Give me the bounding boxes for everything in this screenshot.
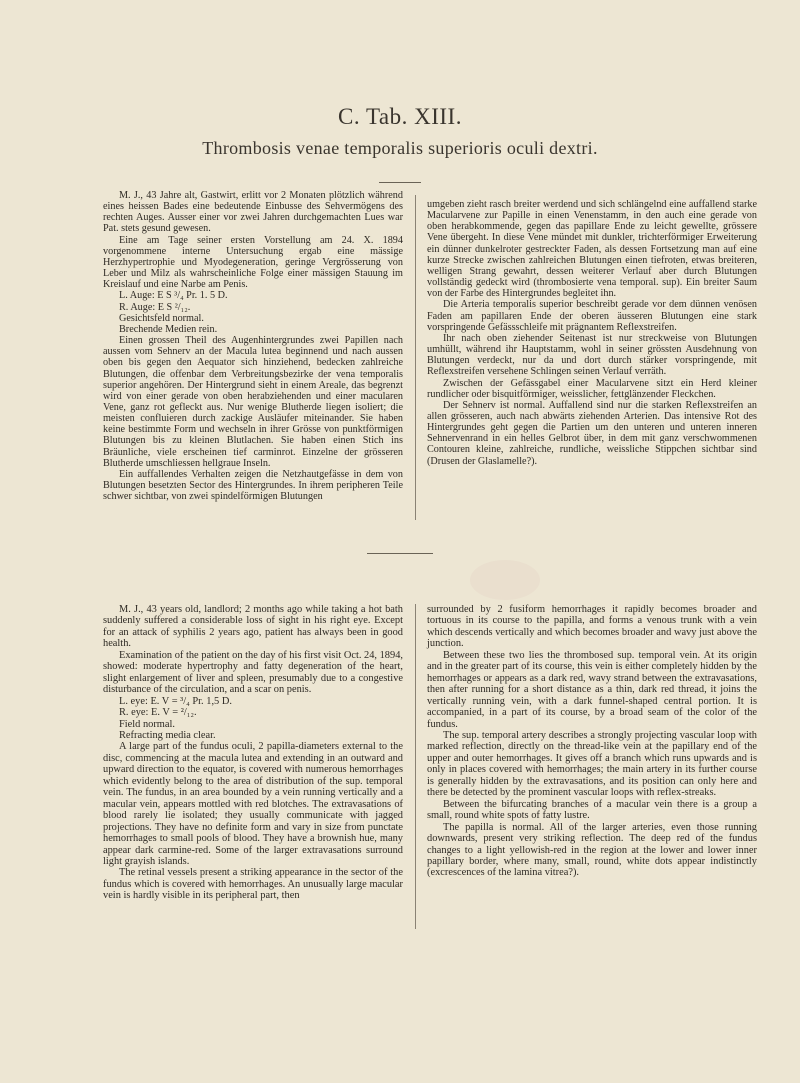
paragraph: Gesichtsfeld normal.	[119, 312, 204, 324]
paragraph: L. eye: E. V = ³/₄ Pr. 1,5 D.	[119, 695, 232, 707]
paragraph: R. Auge: E S ²/₁₂.	[119, 301, 191, 313]
paragraph: Einen grossen Theil des Augenhintergrundes zwei Papillen nach aussen vom Sehnerv an der Macula lutea beginnend und nach aussen oben bis gegen den Aequator sich hinziehend, bedecken zahlreiche Blutungen, die offenbar dem Verbreitungsbezirke der vena temporalis superior angehören. Der Hintergrund sieht in einem Areale, das begrenzt wird von einer gerade von oben herabziehenden und einer macularen Vene, ganz rot gefleckt aus. Nur wenige Blutherde liegen isoliert; die meisten confluieren durch zackige Ausläufer miteinander. Sie haben keine bestimmte Form und wechseln in ihrer Grösse von punktförmigen Blutungen bis zu kleinen Blutlachen. Sie haben einen Stich ins Bräunliche, viele erscheinen tief carminrot. Einzelne der grösseren Blutherde umschliessen hellgraue Inseln.	[103, 335, 403, 469]
paragraph: The papilla is normal. All of the larger arteries, even those running downwards, present very striking reflection. The deep red of the fundus changes to a light yellowish-red in the region at the lower and lower inner papillary border, where many, small, round, white dots appear indistinctly (excrescences of the lamina vitrea?).	[427, 821, 757, 879]
german-text-left-column	[103, 190, 403, 502]
paragraph: Ein auffallendes Verhalten zeigen die Netzhautgefässe in dem von Blutungen besetzten Sector des Hintergrundes. In ihrem peripheren Teile schwer sichtbar, von zwei spindelförmigen Blutungen	[103, 468, 403, 503]
title-rule	[379, 182, 421, 183]
paper-stain	[470, 560, 540, 600]
column-divider-german	[415, 195, 416, 520]
paragraph: The sup. temporal artery describes a strongly projecting vascular loop with marked reflection, directly on the thread-like vein at the papillary end of the upper and outer hemorrhages. It gives off a branch which runs upwards and is only in places covered with hemorrhages; the main artery in its further course is generally hidden by the extravasations, and its position can only here and there be detected by the prominent vascular loops with reflex-streaks.	[427, 729, 757, 799]
paragraph: Examination of the patient on the day of his first visit Oct. 24, 1894, showed: moderate hypertrophy and fatty degeneration of the heart, slight enlargement of liver and spleen, presumably due to a congestive disturbance of the circulation, and a scar on penis.	[103, 649, 403, 696]
paragraph: Die Arteria temporalis superior beschreibt gerade vor dem dünnen venösen Faden am papillaren Ende der oberen äusseren Blutungen eine stark vorspringende Gefässschleife mit prägnantem Reflexstreifen.	[427, 299, 757, 333]
paragraph: L. Auge: E S ³/₄ Pr. 1. 5 D.	[119, 290, 228, 302]
paragraph: Field normal.	[119, 718, 175, 730]
english-text-right-column	[427, 604, 757, 879]
section-divider-rule	[367, 553, 433, 554]
paragraph: R. eye: E. V = ²/₁₂.	[119, 707, 197, 719]
paragraph: Eine am Tage seiner ersten Vorstellung am 24. X. 1894 vorgenommene interne Untersuchung ergab eine mässige Herzhypertrophie und Myodegeneration, geringe Vergrösserung von Leber und Milz als wahrscheinliche Folge einer mässigen Stauung im Kreislauf und eine Narbe am Penis.	[103, 234, 403, 291]
german-text-right-column	[427, 199, 757, 467]
paragraph: Der Sehnerv ist normal. Auffallend sind nur die starken Reflexstreifen an allen grösseren, auch nach abwärts ziehenden Arterien. Das intensive Rot des Hintergrundes geht gegen die Partien um den unteren und unteren inneren Sehnervenrand in ein helles Gelbrot über, in dem mit ganz verschwommenen Contouren kleine, zahlreiche, rundliche, weissliche Stippchen sichtbar sind (Drusen der Glaslamelle?).	[427, 399, 757, 467]
paragraph: Ihr nach oben ziehender Seitenast ist nur streckweise von Blutungen umhüllt, während ihr Hauptstamm, wohl in seiner grössten Ausdehnung von Blutungen verdeckt, nur da und dort durch stärker vorspringende, mit Reflexstreifen versehene Schlingen seinen Verlauf verräth.	[427, 332, 757, 378]
paragraph: A large part of the fundus oculi, 2 papilla-diameters external to the disc, commencing at the macula lutea and extending in an outward and upward direction to the equator, is covered with numerous hemorrhages which evidently belong to the area of distribution of the sup. temporal vein. The fundus, in an area bounded by a vein running vertically and a macular vein, appears mottled with red blotches. The extravasations of blood rarely lie isolated; they usually communicate with jagged projections. They have no definite form and vary in size from punctate hemorrhages to small pools of blood. They have a brownish hue, many appear dark carmine-red. Some of the larger extravasations surround light grayish islands.	[103, 741, 403, 867]
plate-subtitle: Thrombosis venae temporalis superioris oculi dextri.	[202, 138, 598, 158]
paragraph: Between these two lies the thrombosed sup. temporal vein. At its origin and in the greater part of its course, this vein is either completely hidden by the hemorrhages or appears as a dark red, wavy strand between the extravasations, then after running for a short distance as a thin, dark red thread, it joins the vertically running vein, with a dark funnel-shaped central portion. It is accompanied, in a part of its course, by a broad seam of the color of the fundus.	[427, 649, 757, 730]
plate-title: C. Tab. XIII.	[338, 104, 462, 129]
english-text-left-column	[103, 604, 403, 902]
paragraph: Refracting media clear.	[119, 729, 216, 741]
paragraph: M. J., 43 years old, landlord; 2 months ago while taking a hot bath suddenly suffered a considerable loss of sight in his right eye. Except for an attack of syphilis 2 years ago, patient has always been in good health.	[103, 604, 403, 650]
paragraph: Brechende Medien rein.	[119, 323, 218, 335]
paragraph: umgeben zieht rasch breiter werdend und sich schlängelnd eine auffallend starke Macularvene zur Papille in einen Venenstamm, in den auch eine gerade von oben herabkommende, gegen das papillare Ende zu leicht gewellte, grössere Vene übergeht. In diese Vene mündet mit dunkler, trichterförmiger Erweiterung ein dünner dunkelroter gestreckter Faden, als dessen Fortsetzung man auf eine kurze Strecke zwischen zahlreichen Blutungen einen tiefroten, etwas breiteren, welligen Strang gewahrt, dessen weiterer Verlauf aber durch Blutungen vollständig gedeckt wird (thrombosierte vena temporal. sup). Ein breiter Saum von der Farbe des Hintergrundes begleitet ihn.	[427, 199, 757, 300]
paragraph: M. J., 43 Jahre alt, Gastwirt, erlitt vor 2 Monaten plötzlich während eines heissen Bades eine bedeutende Einbusse des Sehvermögens des rechten Auges. Ausser einer vor zwei Jahren durchgemachten Lues war Pat. stets gesund gewesen.	[103, 190, 403, 235]
paragraph: Between the bifurcating branches of a macular vein there is a group a small, round white spots of fatty lustre.	[427, 798, 757, 822]
paragraph: Zwischen der Gefässgabel einer Macularvene sitzt ein Herd kleiner rundlicher oder bisquitförmiger, weisslicher, fettglänzender Fleckchen.	[427, 377, 757, 400]
paragraph: The retinal vessels present a striking appearance in the sector of the fundus which is covered with hemorrhages. An unusually large macular vein is hardly visible in its peripheral part, then	[103, 867, 403, 902]
column-divider-english	[415, 604, 416, 929]
paragraph: surrounded by 2 fusiform hemorrhages it rapidly becomes broader and tortuous in its course to the papilla, and forms a venous trunk with a vein which descends vertically and which becomes broader and wavy just above the junction.	[427, 604, 757, 650]
